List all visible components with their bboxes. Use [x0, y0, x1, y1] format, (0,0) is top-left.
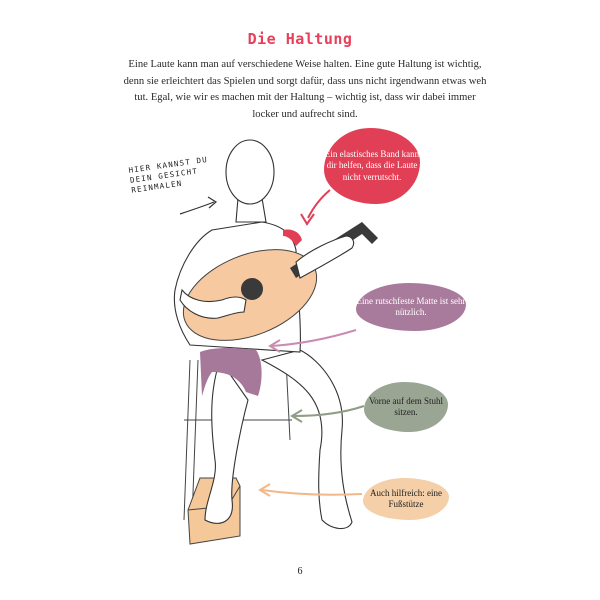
callout-chair: Vorne auf dem Stuhl sitzen. — [364, 382, 448, 432]
arrow-to-footstool — [262, 490, 362, 495]
page-number: 6 — [297, 566, 303, 577]
callout-strap: Ein elastisches Band kann dir helfen, dass die Laute nicht verrutscht. — [324, 128, 420, 204]
intro-paragraph: Eine Laute kann man auf verschiedene Weise halten. Eine gute Haltung ist wichtig, denn sie erleichtert das Spielen und sorgt dafür, dass uns nicht irgendwann etwas weh tut. Egal, wie wir es machen mit der Haltung – wichtig ist, dass wir dabei immer locker und aufrecht sind. — [123, 59, 487, 120]
arrow-to-face — [180, 202, 214, 214]
arrow-to-strap — [308, 190, 330, 218]
page-title: Die Haltung — [247, 30, 353, 48]
callout-footstool: Auch hilfreich: eine Fußstütze — [363, 478, 449, 520]
callout-mat: Eine rutschfeste Matte ist sehr nützlich. — [356, 283, 466, 331]
handwritten-note: HIER KANNST DU DEIN GESICHT REINMALEN — [128, 154, 209, 195]
